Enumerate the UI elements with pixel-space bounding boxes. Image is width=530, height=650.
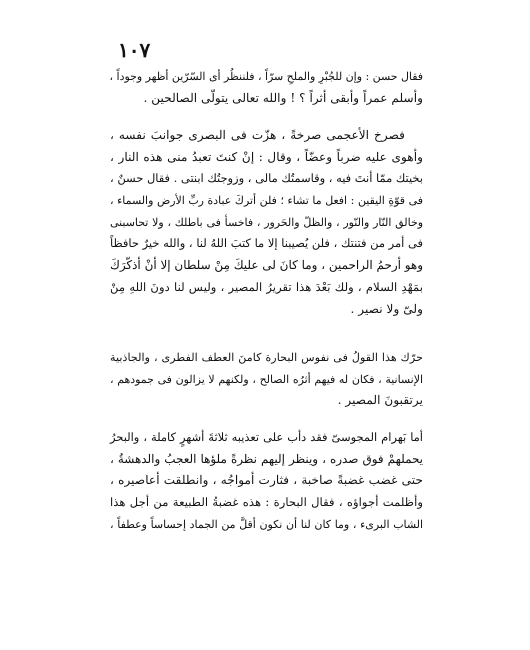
- paragraph-4: [110, 427, 423, 535]
- text-line: ولىّ ولا نصير .: [350, 301, 423, 316]
- text-line: بمَهْدِ السلام ، ولك بَعْدَ هذا تقريرُ المصير ، وليس لنا دونَ اللهِ مِنْ: [110, 279, 423, 294]
- text-line: حرّك هذا القولُ فى نفوس البحارة كامنَ العطف الفطرى ، والجاذبية: [110, 351, 423, 364]
- paragraph-2: [110, 125, 423, 320]
- text-line: فى قوّةِ اليقين : افعل ما تشاء ؛ فلن أتركَ عبادة ربِّ الأرض والسماء ،: [110, 194, 423, 208]
- paragraph-3: [110, 347, 423, 412]
- text-line: يرتقبونَ المصير .: [337, 393, 423, 408]
- text-line: الإنسانية ، فكان له فيهم أثرُه الصالح ، ولكنهم لا يزالون فى جمودهم ،: [110, 372, 423, 386]
- text-line: بخيتك ممّا أنتَ فيه ، وقاسمتُك مالى ، وزوجتُك ابنتى . فقال حسنٌ ،: [110, 171, 423, 186]
- text-line: حتى غضب غضبةً صاخبة ، فثارت أمواجُه ، وانطلقت أعاصيره ،: [110, 473, 423, 488]
- text-line: الشاب البرىء ، وما كان لنا أن نكون أقلَّ من الجماد إحساساً وعطفاً ،: [110, 517, 423, 531]
- text-line: وخالق النّار والنّور ، والظلّ والحَرور ، فاخسأ فى باطلك ، ولا تحاسبنى: [110, 215, 423, 229]
- text-line: وأظلمت أجواؤه ، فقال البحارة : هذه غضبةُ الطبيعة من أجل هذا: [110, 495, 423, 510]
- text-line: يحملهمْ فوق صدره ، وينظر إليهم نظرةً ملؤها العجبُ والدهشةُ ،: [110, 451, 423, 466]
- text-line: وأهوى عليه ضرباً وعضّاً ، وقال : إنْ كنتَ تعبدُ منى هذه النار ،: [110, 149, 423, 164]
- text-line: فقال حسن : وإن للجُبْرِ والملحِ سرّاً ، فلننظُر أى السّرّين أظهر وجوداً ،: [109, 70, 423, 83]
- text-line: أما بَهرام المجوسىّ فقد دأب على تعذيبه ثلاثةَ أشهرٍ كاملة ، والبحرُ: [110, 430, 423, 444]
- text-line: فى أمر من فتنتك ، فلن يُصيبنا إلا ما كتبَ اللهُ لنا ، والله خيرٌ حافظاً: [110, 236, 423, 251]
- paragraph-1: [110, 66, 423, 109]
- text-line: فصرخ الأعجمى صرخةً ، هزّت فى البصرى جوانبَ نفسه ،: [110, 128, 405, 142]
- page-number: ١٠٧: [118, 38, 151, 62]
- text-line: وأسلم عمراً وأبقى أثراً ؟ ! والله تعالى يتولّى الصالحين .: [143, 90, 423, 105]
- text-line: وهو أرحمُ الراحمين ، وما كانَ لى عليكَ مِنْ سلطان إلا أنْ أذكّرَكَ: [110, 258, 423, 273]
